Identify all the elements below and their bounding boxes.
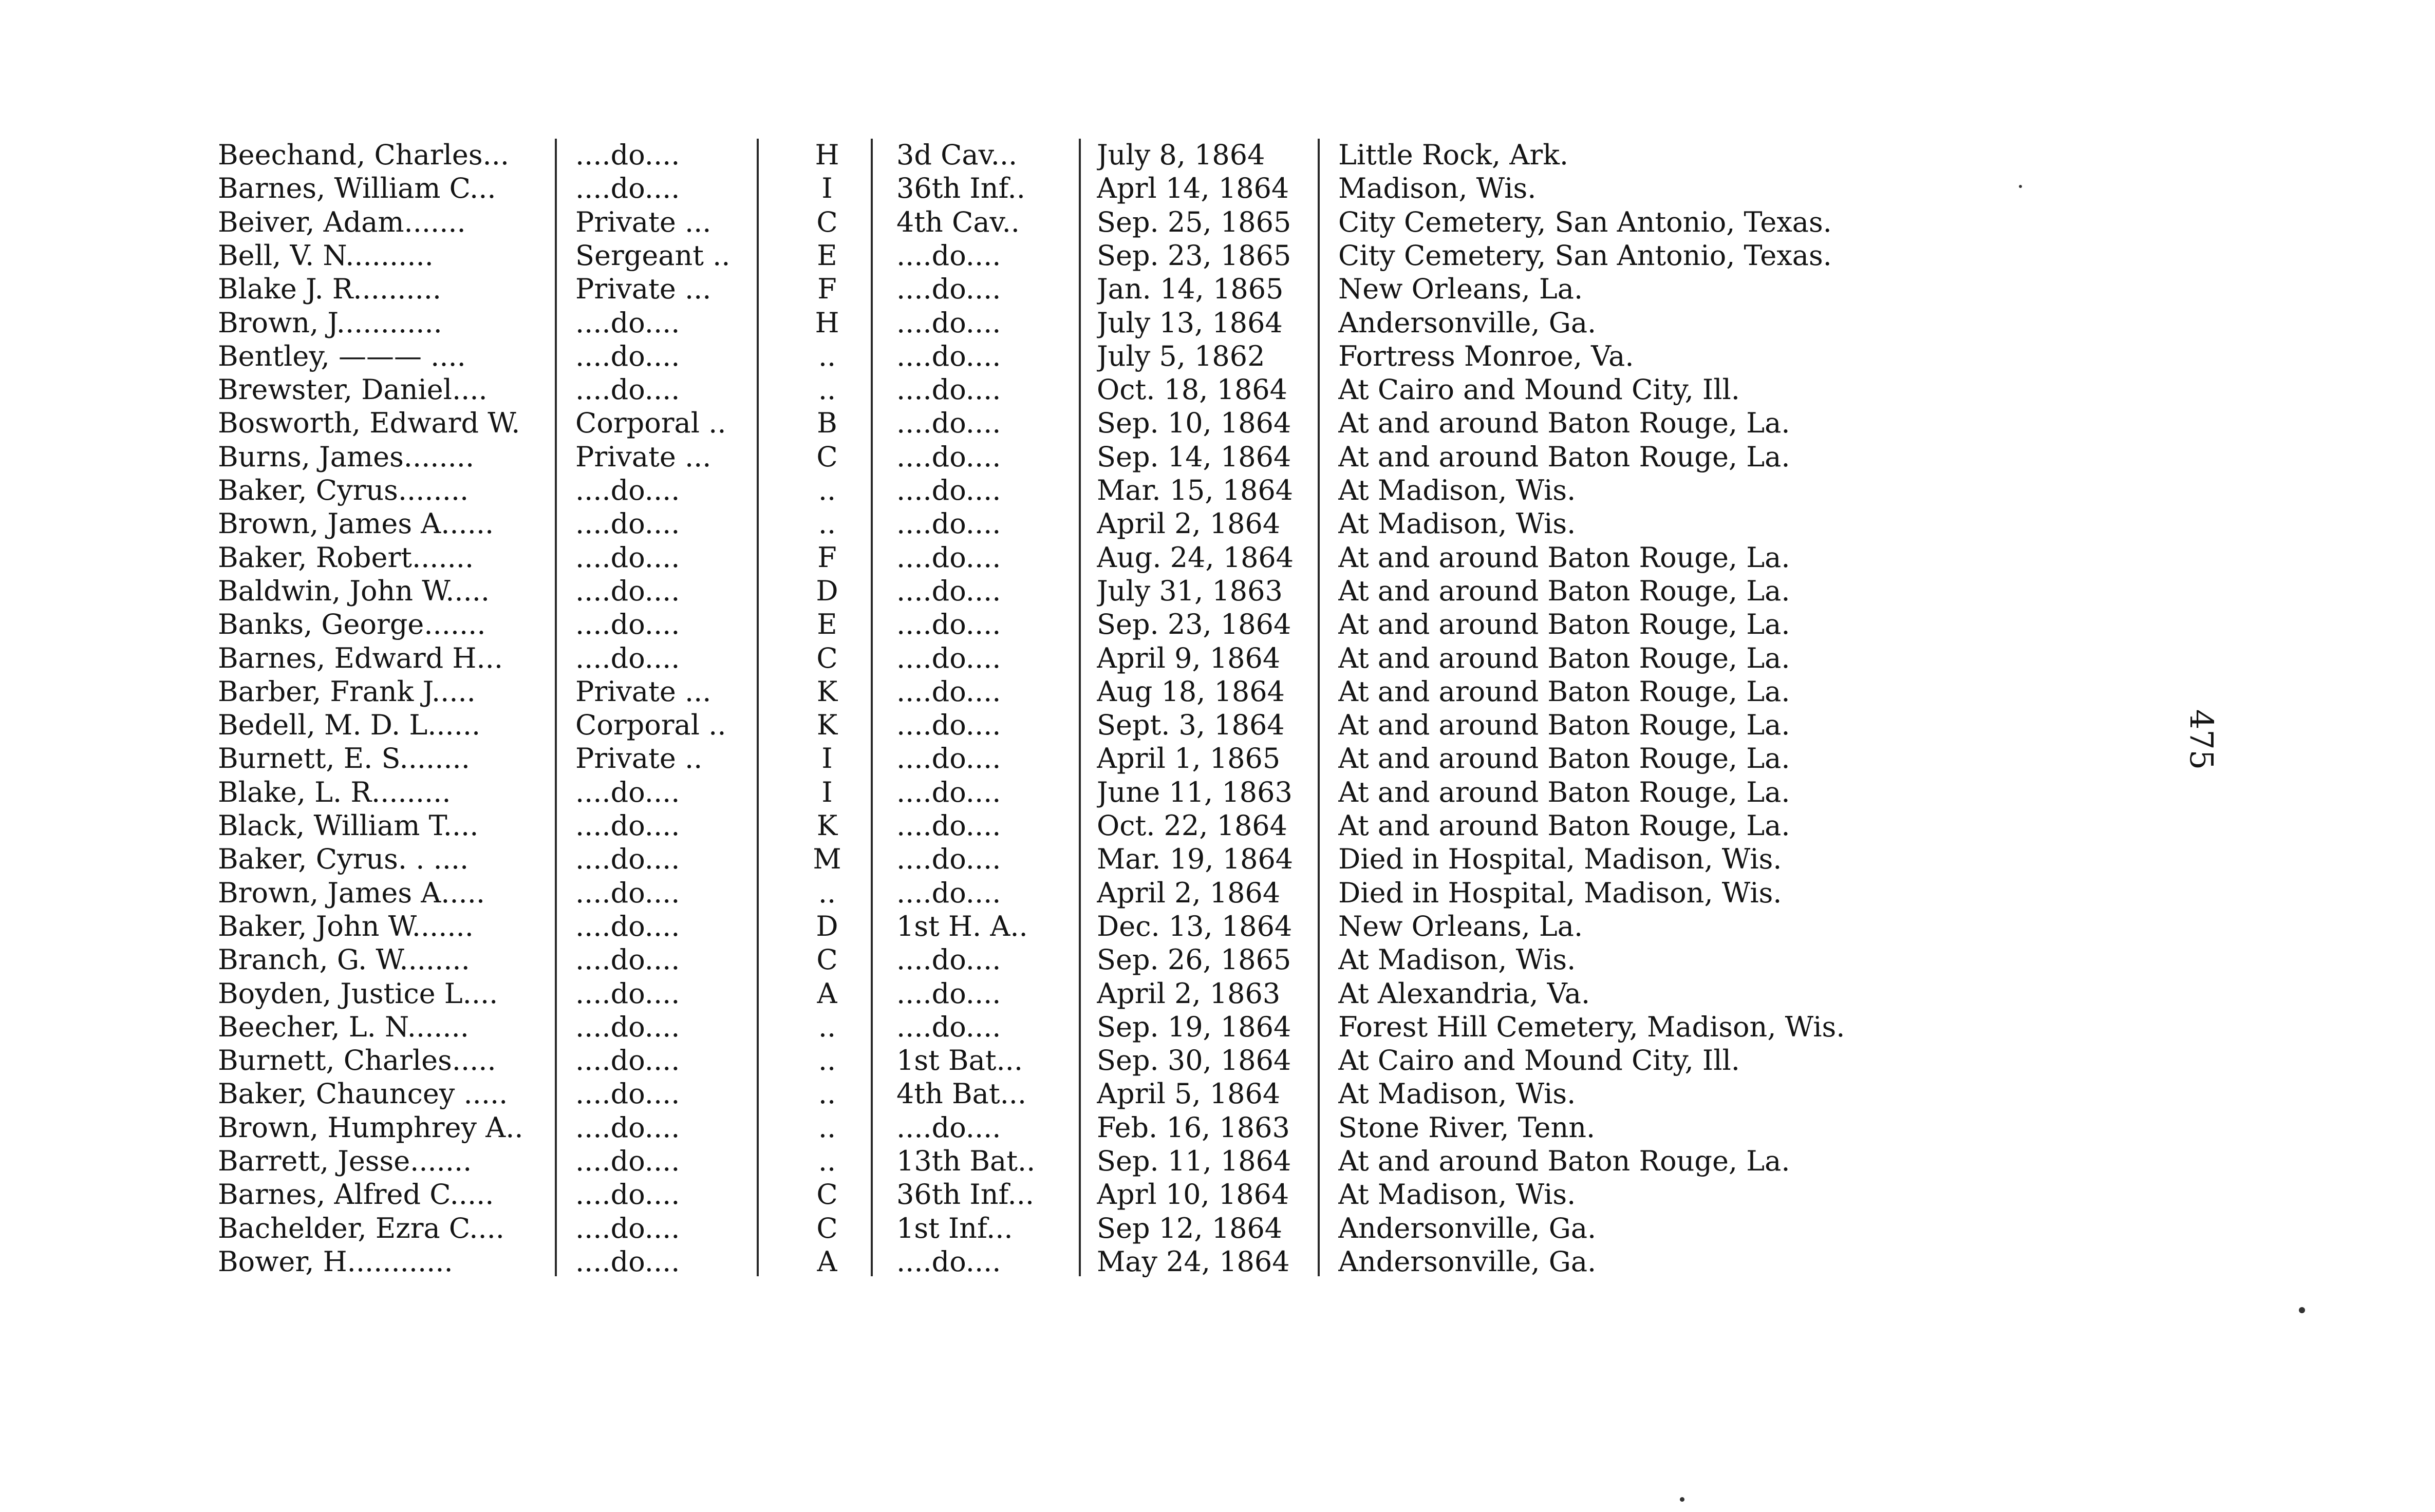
cell-company: .. [818,339,836,372]
table-row [0,776,2435,809]
cell-date: July 13, 1864 [1097,306,1283,339]
cell-name: Barnes, William C... [218,172,496,205]
cell-regiment: ....do.... [896,373,1001,406]
cell-place: City Cemetery, San Antonio, Texas. [1338,205,1832,238]
table-row [0,877,2435,910]
cell-place: At and around Baton Rouge, La. [1338,407,1790,440]
cell-name: Burnett, Charles..... [218,1044,496,1077]
column-rule-rank [757,139,759,1276]
cell-company: D [816,910,838,942]
cell-place: City Cemetery, San Antonio, Texas. [1338,239,1832,272]
cell-place: Died in Hospital, Madison, Wis. [1338,843,1782,876]
cell-company: I [821,776,833,808]
cell-date: Aug 18, 1864 [1097,675,1285,708]
cell-date: April 5, 1864 [1097,1078,1281,1110]
cell-regiment: ....do.... [896,1111,1001,1144]
table-row [0,575,2435,608]
cell-name: Bachelder, Ezra C.... [218,1212,504,1244]
cell-regiment: ....do.... [896,339,1001,372]
cell-name: Barnes, Alfred C..... [218,1178,494,1211]
cell-regiment: ....do.... [896,1010,1001,1043]
cell-regiment: ....do.... [896,641,1001,674]
cell-rank: ....do.... [575,1078,680,1110]
cell-company: .. [818,507,836,540]
cell-rank: Private .. [575,742,703,775]
cell-company: C [816,641,838,674]
cell-place: Andersonville, Ga. [1338,1212,1597,1244]
cell-company: B [817,407,837,440]
cell-place: Fortress Monroe, Va. [1338,339,1634,372]
cell-rank: ....do.... [575,541,680,574]
table-row [0,139,2435,172]
cell-date: Sep 12, 1864 [1097,1212,1283,1244]
cell-date: Mar. 19, 1864 [1097,843,1294,876]
cell-name: Beiver, Adam....... [218,205,466,238]
cell-place: At Madison, Wis. [1338,507,1576,540]
column-rule-company [871,139,873,1276]
table-row [0,507,2435,540]
table-row [0,441,2435,474]
table-row [0,910,2435,943]
cell-place: At and around Baton Rouge, La. [1338,742,1790,775]
cell-place: New Orleans, La. [1338,273,1583,306]
cell-rank: ....do.... [575,373,680,406]
cell-rank: ....do.... [575,641,680,674]
cell-place: At and around Baton Rouge, La. [1338,440,1790,473]
cell-regiment: ....do.... [896,675,1001,708]
cell-date: Sep. 14, 1864 [1097,440,1291,473]
cell-regiment: ....do.... [896,541,1001,574]
cell-place: At and around Baton Rouge, La. [1338,641,1790,674]
cell-rank: ....do.... [575,977,680,1010]
table-row [0,1111,2435,1144]
table-row [0,809,2435,842]
cell-name: Bentley, ——— .... [218,339,466,372]
cell-regiment: ....do.... [896,507,1001,540]
cell-date: Oct. 18, 1864 [1097,373,1288,406]
table-row [0,474,2435,507]
cell-name: Beecher, L. N....... [218,1010,469,1043]
print-speck [2019,185,2022,188]
table-row [0,307,2435,339]
cell-rank: ....do.... [575,1044,680,1077]
cell-date: Aug. 24, 1864 [1097,541,1294,574]
print-speck [2299,1307,2305,1313]
cell-name: Baldwin, John W..... [218,574,490,607]
print-speck [1680,1497,1684,1502]
cell-regiment: 36th Inf... [896,1178,1035,1211]
table-row [0,1145,2435,1178]
table-row [0,977,2435,1010]
cell-place: Died in Hospital, Madison, Wis. [1338,876,1782,909]
cell-company: C [816,1212,838,1244]
cell-place: New Orleans, La. [1338,910,1583,942]
cell-rank: Private ... [575,205,711,238]
cell-rank: ....do.... [575,474,680,506]
cell-regiment: 1st H. A.. [896,910,1028,942]
cell-company: K [816,675,838,708]
column-rule-date [1318,139,1320,1276]
table-row [0,340,2435,373]
table-row [0,172,2435,205]
cell-company: F [817,541,837,574]
cell-rank: Corporal .. [575,407,726,440]
table-row [0,709,2435,742]
cell-date: May 24, 1864 [1097,1245,1290,1278]
cell-rank: ....do.... [575,172,680,205]
cell-regiment: ....do.... [896,943,1001,976]
cell-place: Little Rock, Ark. [1338,139,1569,171]
cell-rank: Corporal .. [575,709,726,742]
cell-date: Sep. 10, 1864 [1097,407,1291,440]
cell-name: Blake J. R.......... [218,273,442,306]
cell-place: Forest Hill Cemetery, Madison, Wis. [1338,1010,1845,1043]
table-row [0,943,2435,976]
cell-place: At and around Baton Rouge, La. [1338,1145,1790,1177]
cell-place: At Madison, Wis. [1338,943,1576,976]
cell-name: Branch, G. W........ [218,943,470,976]
cell-place: At and around Baton Rouge, La. [1338,541,1790,574]
cell-company: .. [818,1111,836,1144]
cell-date: July 31, 1863 [1097,574,1283,607]
table-row [0,843,2435,876]
cell-rank: Sergeant .. [575,239,730,272]
cell-name: Brown, James A..... [218,876,485,909]
cell-name: Black, William T.... [218,809,479,842]
cell-rank: ....do.... [575,776,680,808]
cell-company: C [816,943,838,976]
table-row [0,1044,2435,1077]
cell-date: Sept. 3, 1864 [1097,709,1285,742]
cell-name: Bell, V. N.......... [218,239,434,272]
table-row [0,239,2435,272]
cell-date: July 8, 1864 [1097,139,1265,171]
cell-date: Sep. 26, 1865 [1097,943,1291,976]
cell-rank: ....do.... [575,507,680,540]
cell-place: At Alexandria, Va. [1338,977,1590,1010]
page-number: 475 [2183,709,2220,770]
cell-date: April 1, 1865 [1097,742,1281,775]
cell-company: C [816,1178,838,1211]
cell-company: K [816,709,838,742]
cell-date: July 5, 1862 [1097,339,1265,372]
table-row [0,675,2435,708]
cell-name: Boyden, Justice L.... [218,977,498,1010]
cell-place: At and around Baton Rouge, La. [1338,709,1790,742]
cell-date: April 2, 1864 [1097,876,1281,909]
cell-regiment: 3d Cav... [896,139,1018,171]
cell-name: Baker, Cyrus........ [218,474,469,506]
table-row [0,373,2435,406]
table-row [0,642,2435,675]
cell-date: Sep. 11, 1864 [1097,1145,1291,1177]
cell-rank: Private ... [575,675,711,708]
cell-rank: Private ... [575,273,711,306]
cell-name: Barber, Frank J..... [218,675,476,708]
cell-rank: ....do.... [575,876,680,909]
cell-regiment: ....do.... [896,474,1001,506]
cell-place: At Madison, Wis. [1338,1078,1576,1110]
cell-company: .. [818,1078,836,1110]
cell-rank: ....do.... [575,843,680,876]
cell-rank: ....do.... [575,1212,680,1244]
cell-name: Baker, Cyrus. . .... [218,843,469,876]
table-row [0,742,2435,775]
cell-regiment: ....do.... [896,407,1001,440]
cell-regiment: 1st Bat... [896,1044,1023,1077]
cell-name: Barrett, Jesse....... [218,1145,472,1177]
cell-place: At Cairo and Mound City, Ill. [1338,1044,1740,1077]
cell-company: .. [818,373,836,406]
cell-company: F [817,273,837,306]
table-row [0,206,2435,239]
cell-regiment: ....do.... [896,239,1001,272]
cell-company: .. [818,474,836,506]
cell-company: .. [818,1010,836,1043]
cell-name: Baker, Robert....... [218,541,474,574]
cell-date: Mar. 15, 1864 [1097,474,1294,506]
cell-company: I [821,172,833,205]
cell-name: Brown, James A...... [218,507,494,540]
cell-place: At and around Baton Rouge, La. [1338,608,1790,641]
cell-name: Burns, James........ [218,440,475,473]
cell-company: H [815,139,839,171]
cell-rank: ....do.... [575,139,680,171]
table-row [0,273,2435,306]
cell-place: At and around Baton Rouge, La. [1338,809,1790,842]
column-rule-name [555,139,557,1276]
cell-company: H [815,306,839,339]
cell-place: Madison, Wis. [1338,172,1537,205]
cell-company: A [817,977,837,1010]
cell-date: Sep. 23, 1864 [1097,608,1291,641]
cell-name: Bedell, M. D. L...... [218,709,481,742]
cell-company: .. [818,1044,836,1077]
cell-regiment: ....do.... [896,742,1001,775]
cell-date: Oct. 22, 1864 [1097,809,1288,842]
cell-rank: ....do.... [575,339,680,372]
cell-date: Dec. 13, 1864 [1097,910,1293,942]
cell-rank: ....do.... [575,574,680,607]
cell-place: At and around Baton Rouge, La. [1338,574,1790,607]
cell-regiment: 13th Bat.. [896,1145,1036,1177]
cell-date: June 11, 1863 [1097,776,1293,808]
cell-rank: ....do.... [575,608,680,641]
table-row [0,1078,2435,1110]
cell-name: Barnes, Edward H... [218,641,503,674]
cell-regiment: 4th Cav.. [896,205,1020,238]
cell-name: Bower, H............ [218,1245,453,1278]
cell-date: Jan. 14, 1865 [1097,273,1284,306]
cell-company: .. [818,1145,836,1177]
cell-name: Burnett, E. S........ [218,742,470,775]
cell-company: M [813,843,841,876]
cell-place: Stone River, Tenn. [1338,1111,1596,1144]
cell-name: Brown, Humphrey A.. [218,1111,523,1144]
cell-name: Banks, George....... [218,608,486,641]
cell-regiment: ....do.... [896,843,1001,876]
cell-date: Aprl 14, 1864 [1097,172,1289,205]
cell-rank: ....do.... [575,1145,680,1177]
cell-regiment: ....do.... [896,709,1001,742]
cell-date: Aprl 10, 1864 [1097,1178,1289,1211]
cell-rank: ....do.... [575,1245,680,1278]
cell-regiment: ....do.... [896,809,1001,842]
cell-company: C [816,440,838,473]
cell-regiment: ....do.... [896,876,1001,909]
cell-rank: ....do.... [575,910,680,942]
cell-regiment: ....do.... [896,608,1001,641]
cell-company: E [817,239,837,272]
cell-place: At Madison, Wis. [1338,474,1576,506]
table-row [0,1212,2435,1245]
table-row [0,541,2435,574]
cell-date: Feb. 16, 1863 [1097,1111,1290,1144]
cell-company: K [816,809,838,842]
cell-rank: Private ... [575,440,711,473]
table-row [0,1011,2435,1044]
cell-regiment: ....do.... [896,776,1001,808]
cell-company: E [817,608,837,641]
cell-name: Bosworth, Edward W. [218,407,520,440]
cell-rank: ....do.... [575,1111,680,1144]
cell-name: Blake, L. R......... [218,776,451,808]
cell-regiment: ....do.... [896,1245,1001,1278]
cell-regiment: ....do.... [896,977,1001,1010]
cell-date: April 2, 1864 [1097,507,1281,540]
cell-name: Brown, J............ [218,306,442,339]
table-row [0,407,2435,440]
cell-regiment: 4th Bat... [896,1078,1027,1110]
cell-date: April 9, 1864 [1097,641,1281,674]
cell-company: A [817,1245,837,1278]
table-row [0,1178,2435,1211]
column-rule-regiment [1079,139,1081,1276]
cell-date: Sep. 23, 1865 [1097,239,1291,272]
cell-company: I [821,742,833,775]
cell-rank: ....do.... [575,306,680,339]
cell-place: Andersonville, Ga. [1338,306,1597,339]
cell-company: D [816,574,838,607]
cell-place: At and around Baton Rouge, La. [1338,675,1790,708]
cell-regiment: 36th Inf.. [896,172,1025,205]
cell-place: At and around Baton Rouge, La. [1338,776,1790,808]
cell-regiment: 1st Inf... [896,1212,1013,1244]
cell-regiment: ....do.... [896,306,1001,339]
cell-name: Brewster, Daniel.... [218,373,488,406]
cell-company: .. [818,876,836,909]
cell-regiment: ....do.... [896,440,1001,473]
cell-place: At Cairo and Mound City, Ill. [1338,373,1740,406]
table-row [0,1245,2435,1278]
cell-regiment: ....do.... [896,574,1001,607]
cell-place: At Madison, Wis. [1338,1178,1576,1211]
cell-name: Baker, Chauncey ..... [218,1078,508,1110]
cell-rank: ....do.... [575,809,680,842]
cell-regiment: ....do.... [896,273,1001,306]
cell-rank: ....do.... [575,1010,680,1043]
cell-date: Sep. 25, 1865 [1097,205,1291,238]
cell-place: Andersonville, Ga. [1338,1245,1597,1278]
cell-company: C [816,205,838,238]
cell-name: Baker, John W....... [218,910,474,942]
cell-rank: ....do.... [575,943,680,976]
cell-rank: ....do.... [575,1178,680,1211]
cell-date: April 2, 1863 [1097,977,1281,1010]
cell-name: Beechand, Charles... [218,139,510,171]
cell-date: Sep. 19, 1864 [1097,1010,1291,1043]
table-row [0,608,2435,641]
cell-date: Sep. 30, 1864 [1097,1044,1291,1077]
